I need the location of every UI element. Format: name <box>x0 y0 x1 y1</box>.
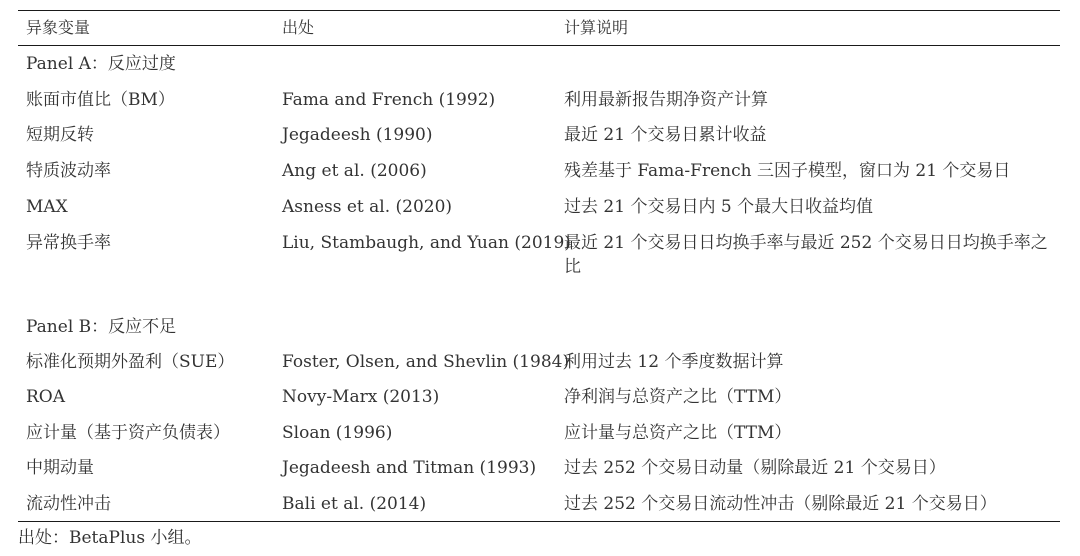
description-cell: 最近 21 个交易日日均换手率与最近 252 个交易日日均换手率之比 <box>564 233 1048 277</box>
source-cell: Jegadeesh (1990) <box>282 125 433 145</box>
variable-cell: 异常换手率 <box>26 233 111 253</box>
source-cell: Bali et al. (2014) <box>282 494 427 514</box>
variable-cell: 中期动量 <box>26 458 94 478</box>
variable-cell: MAX <box>26 197 68 217</box>
variable-cell: 标准化预期外盈利（SUE） <box>26 352 235 372</box>
source-cell: Asness et al. (2020) <box>282 197 453 217</box>
description-cell: 过去 252 个交易日流动性冲击（剔除最近 21 个交易日） <box>564 494 997 514</box>
variable-cell: 应计量（基于资产负债表） <box>26 423 230 443</box>
panel-a-title: Panel A：反应过度 <box>26 54 176 74</box>
description-cell: 过去 252 个交易日动量（剔除最近 21 个交易日） <box>564 458 946 478</box>
header-description: 计算说明 <box>564 18 629 37</box>
variable-cell: ROA <box>26 387 66 407</box>
table-header-rule <box>18 45 1060 46</box>
description-cell: 利用最新报告期净资产计算 <box>564 90 768 110</box>
source-cell: Ang et al. (2006) <box>282 161 427 181</box>
description-cell: 应计量与总资产之比（TTM） <box>564 423 792 443</box>
variable-cell: 特质波动率 <box>26 161 111 181</box>
source-note: 出处：BetaPlus 小组。 <box>18 528 202 548</box>
header-variable: 异象变量 <box>26 18 91 37</box>
source-cell: Jegadeesh and Titman (1993) <box>282 458 537 478</box>
header-source: 出处 <box>282 18 315 37</box>
description-cell: 净利润与总资产之比（TTM） <box>564 387 792 407</box>
description-cell: 利用过去 12 个季度数据计算 <box>564 352 784 372</box>
source-cell: Fama and French (1992) <box>282 90 496 110</box>
variable-cell: 账面市值比（BM） <box>26 90 175 110</box>
source-cell: Novy-Marx (2013) <box>282 387 440 407</box>
table-bottom-rule <box>18 521 1060 522</box>
variable-cell: 短期反转 <box>26 125 94 145</box>
table-top-rule <box>18 10 1060 11</box>
description-cell: 最近 21 个交易日累计收益 <box>564 125 767 145</box>
variable-cell: 流动性冲击 <box>26 494 111 514</box>
source-cell: Foster, Olsen, and Shevlin (1984) <box>282 352 570 372</box>
description-cell: 过去 21 个交易日内 5 个最大日收益均值 <box>564 197 874 217</box>
description-cell: 残差基于 Fama-French 三因子模型，窗口为 21 个交易日 <box>564 161 1011 181</box>
source-cell: Sloan (1996) <box>282 423 393 443</box>
source-cell: Liu, Stambaugh, and Yuan (2019) <box>282 233 571 253</box>
panel-b-title: Panel B：反应不足 <box>26 317 177 337</box>
